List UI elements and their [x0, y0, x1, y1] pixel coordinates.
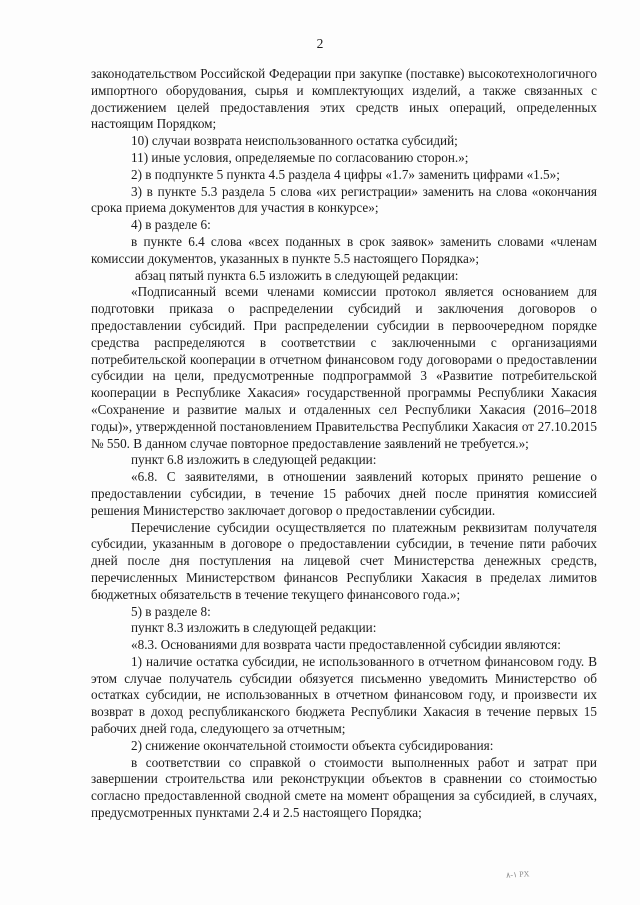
paragraph-subitem-2-detail: в соответствии со справкой о стоимости выполненных работ и затрат при завершении строительства или реконструкции объектов в сравнении со стоимостью согласно предоставленной сводной смете на момент обращения за субсидией, в случаях, предусмотренных пунктами 2.4 и 2.5 настоящего Порядка;	[91, 754, 597, 821]
paragraph-item-10: 10) случаи возврата неиспользованного остатка субсидий;	[131, 133, 458, 149]
paragraph-amendment-2: 2) в подпункте 5 пункта 4.5 раздела 4 цифры «1.7» заменить цифрами «1.5»;	[131, 166, 560, 182]
paragraph-point-6-8-text: «6.8. С заявителями, в отношении заявлений которых принято решение о предоставлении субсидии, в течение 15 рабочих дней после принятия комиссией решения Министерство заключает договор о предоставлении субсидии.	[91, 469, 597, 518]
paragraph-amendment-4: 4) в разделе 6:	[131, 217, 211, 233]
paragraph-point-6-8-intro: пункт 6.8 изложить в следующей редакции:	[131, 452, 377, 468]
paragraph-transfer: Перечисление субсидии осуществляется по платежным реквизитам получателя субсидии, указанным в договоре о предоставлении субсидии, в течение пяти рабочих дней после дня поступления на лицевой счет Министерства денежных средств, перечисленных Министерством финансов Республики Хакасия в пределах лимитов бюджетных обязательств в течение текущего финансового года.»;	[91, 519, 597, 602]
document-body	[91, 66, 597, 822]
paragraph-subitem-2: 2) снижение окончательной стоимости объекта субсидирования:	[131, 737, 494, 753]
paragraph-item-11: 11) иные условия, определяемые по согласованию сторон.»;	[131, 149, 469, 165]
page-number: 2	[316, 36, 324, 51]
paragraph-point-6-4: в пункте 6.4 слова «всех поданных в срок заявок» заменить словами «членам комиссии документов, указанных в пункте 5.5 настоящего Порядка»;	[91, 233, 597, 266]
paragraph-point-8-3-intro: пункт 8.3 изложить в следующей редакции:	[131, 620, 377, 636]
paragraph-subitem-1: 1) наличие остатка субсидии, не использованного в отчетном финансовом году. В этом случае получатель субсидии обязуется письменно уведомить Министерство об остатках субсидии, не использованных в отчетном финансовом году, и произвести их возврат в доход республиканского бюджета Республики Хакасия в течение первых 15 рабочих дней года, следующего за отчетным;	[91, 653, 597, 737]
paragraph-amendment-5: 5) в разделе 8:	[131, 603, 211, 619]
paragraph-point-8-3-text: «8.3. Основаниями для возврата части предоставленной субсидии являются:	[131, 637, 561, 653]
paragraph-amendment-3: 3) в пункте 5.3 раздела 5 слова «их регистрации» заменить на слова «окончания срока приема документов для участия в конкурсе»;	[91, 183, 597, 216]
paragraph-point-6-5-text: «Подписанный всеми членами комиссии протокол является основанием для подготовки приказа о распределении субсидий и заключения договоров о предоставлении субсидий. При распределении субсидии в первоочередном порядке средства распределяются в соответствии с заключенными с организациями потребительской кооперации в отчетном финансовом году договорами о предоставлении субсидии на цели, предусмотренные подпрограммой 3 «Развитие потребительской кооперации в Республике Хакасия» государственной программы Республики Хакасия «Сохранение и развитие малых и отдаленных сел Республики Хакасия (2016–2018 годы)», утвержденной постановлением Правительства Республики Хакасия от 27.10.2015 № 550. В данном случае повторное предоставление заявлений не требуется.»;	[91, 284, 597, 451]
paragraph-point-6-5-intro: абзац пятый пункта 6.5 изложить в следующей редакции:	[135, 267, 459, 283]
corner-mark: ۸-۱ РХ	[505, 869, 531, 880]
paragraph-continuation: законодательством Российской Федерации при закупке (поставке) высокотехнологичного импортного оборудования, сырья и комплектующих изделий, а также связанных с достижением целей предоставления этих средств иных операций, определенных настоящим Порядком;	[91, 66, 597, 132]
